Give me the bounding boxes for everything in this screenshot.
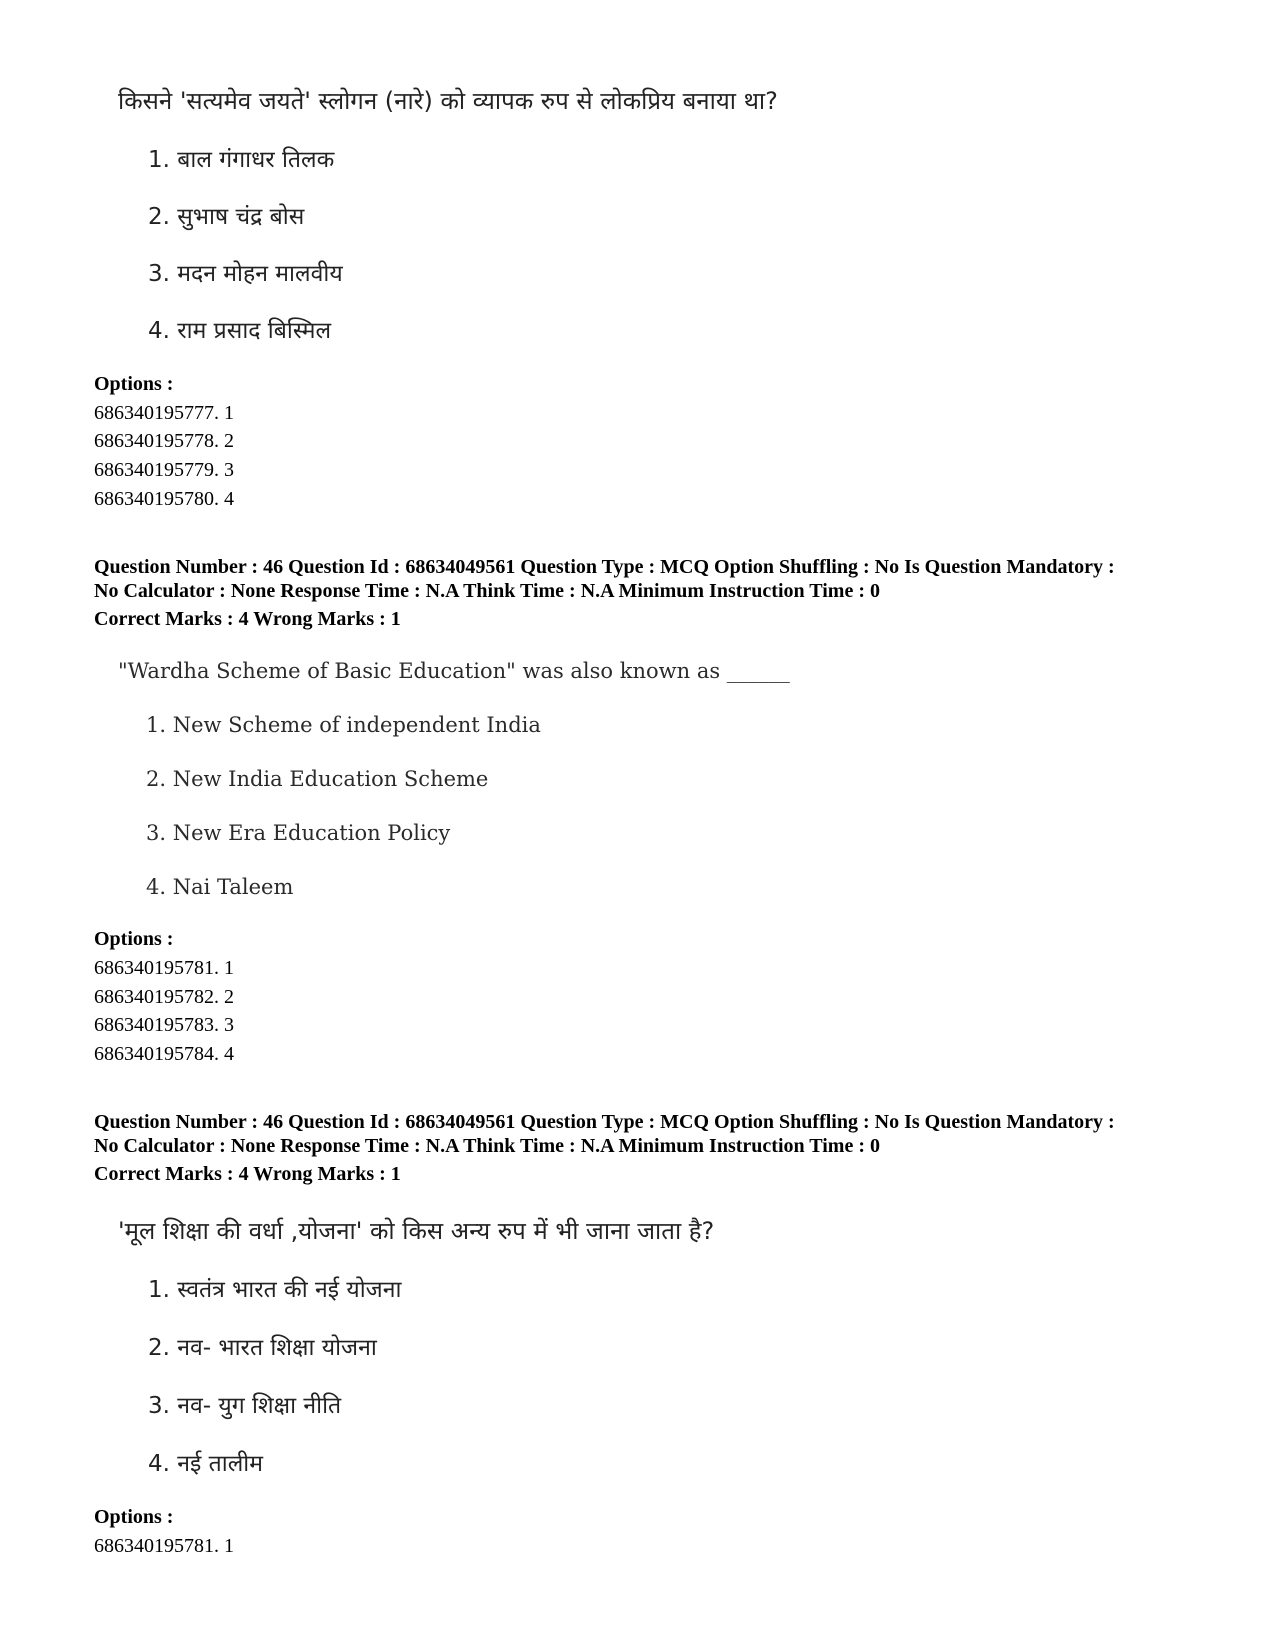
choice-2: 2. New India Education Scheme	[146, 767, 489, 791]
option-id-row: 686340195782. 2	[94, 986, 234, 1008]
choice-1: 1. New Scheme of independent India	[146, 713, 541, 737]
choice-3: 3. मदन मोहन मालवीय	[148, 261, 343, 287]
question-meta-line1: Question Number : 46 Question Id : 68634049561 Question Type : MCQ Option Shuffling : No Is Question Mandatory :	[94, 1111, 1115, 1133]
choice-3: 3. New Era Education Policy	[146, 821, 451, 845]
option-id-row: 686340195778. 2	[94, 430, 234, 452]
question-meta-line1: Question Number : 46 Question Id : 68634049561 Question Type : MCQ Option Shuffling : No Is Question Mandatory :	[94, 556, 1115, 578]
option-id-row: 686340195779. 3	[94, 459, 234, 481]
choice-3: 3. नव- युग शिक्षा नीति	[148, 1393, 342, 1419]
option-id-row: 686340195781. 1	[94, 957, 234, 979]
question-meta-line2: No Calculator : None Response Time : N.A Think Time : N.A Minimum Instruction Time : 0	[94, 580, 880, 602]
option-id-row: 686340195781. 1	[94, 1535, 234, 1557]
choice-4: 4. नई तालीम	[148, 1451, 263, 1477]
option-id-row: 686340195777. 1	[94, 402, 234, 424]
choice-2: 2. नव- भारत शिक्षा योजना	[148, 1335, 377, 1361]
question-marks: Correct Marks : 4 Wrong Marks : 1	[94, 1163, 401, 1185]
choice-1: 1. बाल गंगाधर तिलक	[148, 147, 335, 173]
option-id-row: 686340195780. 4	[94, 488, 234, 510]
choice-2: 2. सुभाष चंद्र बोस	[148, 204, 305, 230]
question-text: 'मूल शिक्षा की वर्धा ,योजना' को किस अन्य रुप में भी जाना जाता है?	[118, 1217, 715, 1245]
choice-4: 4. राम प्रसाद बिस्मिल	[148, 318, 332, 344]
options-label: Options :	[94, 928, 174, 950]
question-meta-line2: No Calculator : None Response Time : N.A Think Time : N.A Minimum Instruction Time : 0	[94, 1135, 880, 1157]
option-id-row: 686340195784. 4	[94, 1043, 234, 1065]
options-label: Options :	[94, 373, 174, 395]
question-text: किसने 'सत्यमेव जयते' स्लोगन (नारे) को व्यापक रुप से लोकप्रिय बनाया था?	[118, 87, 778, 115]
choice-4: 4. Nai Taleem	[146, 875, 294, 899]
option-id-row: 686340195783. 3	[94, 1014, 234, 1036]
question-text: "Wardha Scheme of Basic Education" was also known as ______	[118, 659, 790, 683]
question-marks: Correct Marks : 4 Wrong Marks : 1	[94, 608, 401, 630]
choice-1: 1. स्वतंत्र भारत की नई योजना	[148, 1277, 402, 1303]
options-label: Options :	[94, 1506, 174, 1528]
